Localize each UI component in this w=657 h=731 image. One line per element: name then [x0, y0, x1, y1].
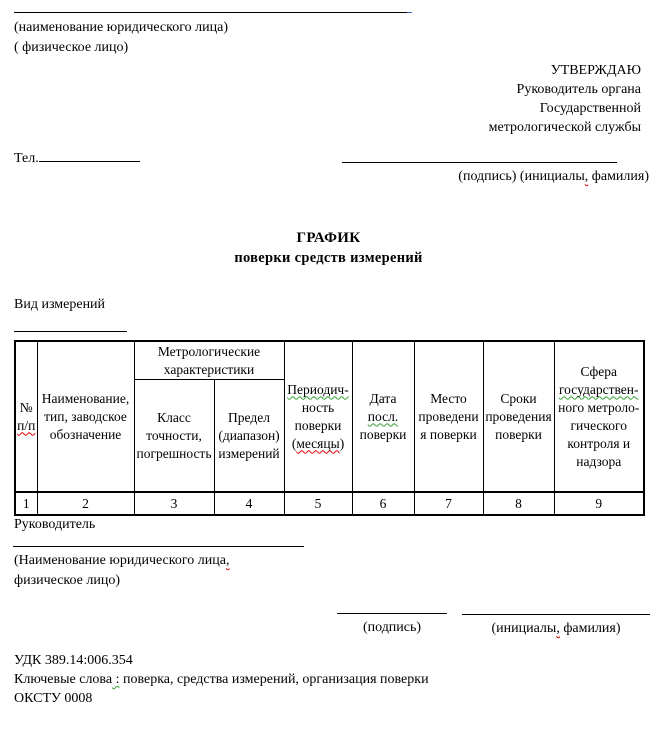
approve-line2: Руководитель органа [516, 82, 641, 97]
column-number: 2 [37, 492, 134, 515]
caption-comma-misspell: , [584, 169, 589, 184]
header-line: характеристики [163, 361, 255, 377]
head-label: Руководитель [14, 517, 96, 532]
tel-blank-line [39, 147, 140, 162]
header-line: измерений [218, 445, 280, 461]
header-cell-place [414, 341, 483, 492]
signature-caption: (подпись) [362, 620, 422, 635]
header-cell-control-sphere [554, 341, 644, 492]
header-line: Сфера [580, 363, 617, 379]
header-cell-name-type [37, 341, 134, 492]
column-number: 5 [284, 492, 352, 515]
header-line [286, 435, 351, 453]
column-number: 1 [15, 492, 37, 515]
column-number: 6 [352, 492, 414, 515]
header-line: № [19, 399, 33, 415]
header-line: ного метроло- [558, 399, 640, 415]
caption-text-segment: (подпись) (инициалы [458, 169, 585, 184]
header-line-misspelled: п/п [17, 417, 36, 433]
caption-text-segment: (инициалы [491, 621, 557, 636]
caption-text-segment: фамилия) [588, 169, 649, 184]
header-line: поверки [294, 417, 342, 433]
keywords-colon-grammar: : [112, 672, 120, 687]
header-line: погрешность [136, 445, 212, 461]
measurement-type-blank-line [14, 331, 127, 332]
header-cell-terms [483, 341, 554, 492]
header-line: обозначение [49, 426, 122, 442]
caption-comma-misspell: , [225, 553, 230, 568]
header-line: проведени [418, 408, 479, 424]
caption-text-segment: ( [291, 435, 297, 451]
header-line: тип, заводское [44, 408, 127, 424]
caption-text-segment: поверка, средства измерений, организация поверки [119, 672, 429, 687]
head-org-caption [14, 551, 229, 590]
caption-line [14, 551, 229, 571]
head-org-blank-line [13, 546, 304, 547]
column-number: 7 [414, 492, 483, 515]
header-line: Место [430, 390, 467, 406]
caption-text-segment: Ключевые слова [14, 672, 113, 687]
table-header-row-1 [15, 341, 644, 380]
org-name-blank-line [14, 12, 407, 13]
header-line: надзора [576, 453, 622, 469]
table-column-numbers-row [15, 492, 644, 515]
header-line: Наименование, [41, 390, 130, 406]
approve-line3: Государственной [539, 101, 641, 116]
title-line2: поверки средств измерений [234, 250, 423, 266]
header-line: Класс [157, 409, 191, 425]
header-line: (диапазон) [218, 427, 280, 443]
header-cell-number [15, 341, 37, 492]
header-line: гического [570, 417, 627, 433]
tel-row [14, 147, 140, 167]
header-line: Метрологические [157, 343, 261, 359]
keywords-line [14, 670, 429, 689]
header-cell-accuracy-class [134, 380, 214, 493]
column-number: 9 [554, 492, 644, 515]
header-line: ность [301, 399, 335, 415]
header-line: поверки [359, 426, 407, 442]
header-line-grammar: Периодич- [287, 381, 349, 397]
approve-line1: УТВЕРЖДАЮ [550, 63, 641, 78]
line-end-mark [407, 12, 412, 13]
header-word-misspelled: месяцы [296, 435, 340, 451]
header-line: контроля и [567, 435, 631, 451]
caption-text-segment: ) [339, 435, 345, 451]
header-line: Дата [369, 390, 397, 406]
org-caption-block [14, 18, 228, 57]
approve-signature-caption [458, 169, 649, 185]
header-line: проведения [485, 408, 552, 424]
document-title [0, 228, 657, 268]
header-line: Предел [228, 409, 270, 425]
verification-schedule-table [14, 340, 645, 516]
okstu-line: ОКСТУ 0008 [14, 691, 93, 706]
approve-line4: метрологической службы [488, 120, 641, 135]
caption-line: физическое лицо) [14, 572, 121, 588]
org-caption-line2: ( физическое лицо) [14, 39, 129, 55]
header-cell-range [214, 380, 284, 493]
org-caption-line1: (наименование юридического лица) [14, 20, 228, 35]
header-cell-last-date [352, 341, 414, 492]
header-cell-metrological-group [134, 341, 284, 380]
column-number: 4 [214, 492, 284, 515]
column-number: 3 [134, 492, 214, 515]
measurement-type-label: Вид измерений [14, 297, 106, 312]
classification-block [14, 651, 429, 708]
header-line-grammar: посл. [367, 408, 399, 424]
header-line: поверки [495, 426, 542, 442]
caption-text-segment: фамилия) [559, 621, 621, 636]
column-number: 8 [483, 492, 554, 515]
initials-blank-line [462, 614, 650, 615]
header-line: Сроки [500, 390, 537, 406]
header-line: точности, [146, 427, 202, 443]
udk-line: УДК 389.14:006.354 [14, 653, 133, 668]
approve-signature-line [342, 162, 617, 163]
signature-blank-line [337, 613, 447, 614]
approve-block [489, 61, 641, 137]
header-line-grammar: государствен- [558, 381, 639, 397]
caption-text-segment: (Наименование юридического лица [14, 553, 226, 568]
tel-label: Тел. [14, 151, 39, 166]
title-line1: ГРАФИК [296, 230, 361, 246]
caption-comma-misspell: , [556, 621, 560, 636]
initials-caption [462, 621, 650, 637]
header-line: я поверки [420, 426, 477, 442]
header-cell-periodicity [284, 341, 352, 492]
